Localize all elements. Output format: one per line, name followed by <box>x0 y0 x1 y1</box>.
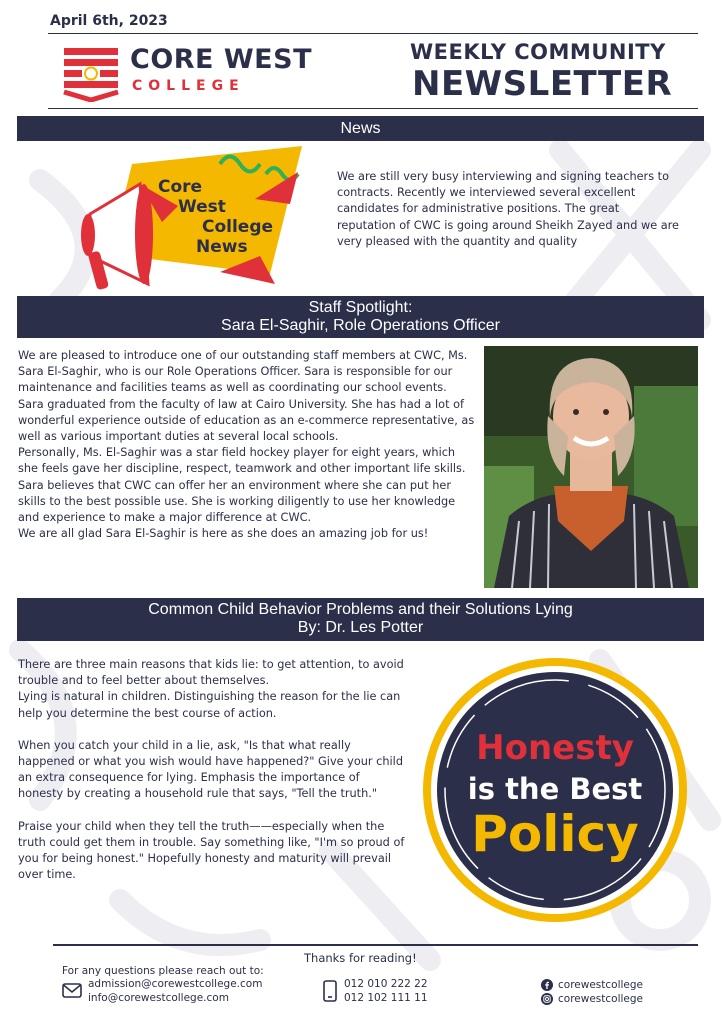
top-rule <box>48 33 698 34</box>
masthead-title: NEWSLETTER <box>412 64 673 104</box>
spotlight-title-line2: Sara El-Saghir, Role Operations Officer <box>221 317 500 334</box>
spotlight-paragraph: We are all glad Sara El-Saghir is here as she does an amazing job for us! <box>18 527 429 541</box>
header-rule <box>48 108 698 109</box>
spotlight-paragraph: Personally, Ms. El-Saghir was a star field hockey player for eight years, which she feels gave her discipline, respect, teamwork and other important life skills. <box>18 446 466 476</box>
email-icon <box>62 983 82 998</box>
staff-photo <box>484 346 698 588</box>
news-title: News <box>340 120 381 137</box>
logo-subword: COLLEGE <box>132 78 245 94</box>
phone-number-2[interactable]: 012 102 111 11 <box>344 992 428 1004</box>
spotlight-paragraph: Sara believes that CWC can offer her an environment where she can put her skills to the best possible use. She is working diligently to use her knowledge and experience to make a major difference at CWC. <box>18 478 456 525</box>
contact-intro: For any questions please reach out to: <box>62 965 264 977</box>
graphic-word-college: College <box>202 217 274 237</box>
instagram-handle[interactable]: corewestcollege <box>558 993 643 1005</box>
email-admission[interactable]: admission@corewestcollege.com <box>88 978 263 990</box>
phone-number-1[interactable]: 012 010 222 22 <box>344 978 428 990</box>
graphic-word-west: West <box>178 197 226 217</box>
college-logo <box>62 42 322 104</box>
graphic-word-news: News <box>196 237 248 257</box>
facebook-icon <box>541 979 553 991</box>
news-megaphone-graphic <box>70 144 310 292</box>
badge-word-honesty: Honesty <box>476 728 634 768</box>
article-author: By: Dr. Les Potter <box>297 619 424 636</box>
graphic-word-core: Core <box>158 177 203 197</box>
facebook-handle[interactable]: corewestcollege <box>558 979 643 991</box>
logo-emblem-icon <box>62 44 120 102</box>
logo-wordmark: CORE WEST <box>130 44 312 75</box>
spotlight-paragraph: We are pleased to introduce one of our outstanding staff members at CWC, Ms. Sara El-Saghir, who is our Role Operations Officer. Sara is responsible for our maintenance and facilities teams as well as coordinating our school events. <box>18 349 468 395</box>
article-body <box>18 657 408 883</box>
article-paragraph: Lying is natural in children. Distinguishing the reason for the lie can help you determine the best course of action. <box>18 690 401 720</box>
spotlight-section-header <box>17 296 704 338</box>
article-section-header <box>17 598 704 641</box>
masthead-subtitle: WEEKLY COMMUNITY <box>410 40 666 64</box>
article-paragraph: When you catch your child in a lie, ask, "Is that what really happened or what you wish would have happened?" Give your child an extra consequence for lying. Emphasis the importance of honesty by creating a household rule that says, "Tell the truth." <box>18 738 403 801</box>
badge-word-policy: Policy <box>471 805 639 863</box>
email-info[interactable]: info@corewestcollege.com <box>88 992 229 1004</box>
issue-date: April 6th, 2023 <box>50 13 168 29</box>
instagram-icon <box>541 993 553 1005</box>
spotlight-title-line1: Staff Spotlight: <box>308 299 413 316</box>
article-paragraph: There are three main reasons that kids lie: to get attention, to avoid trouble and to feel better about themselves. <box>18 658 404 688</box>
phone-icon <box>323 980 337 1002</box>
news-section-header <box>17 116 704 141</box>
footer-rule <box>53 944 698 946</box>
article-title: Common Child Behavior Problems and their Solutions Lying <box>148 601 573 618</box>
spotlight-body <box>18 348 478 542</box>
spotlight-paragraph: Sara graduated from the faculty of law at Cairo University. She has had a lot of wonderful experience outside of education as an e-commerce representative, as well as various important duties at several local schools. <box>18 397 475 444</box>
honesty-badge <box>420 655 690 925</box>
thanks-text: Thanks for reading! <box>304 951 417 965</box>
article-paragraph: Praise your child when they tell the truth——especially when the truth could get them in trouble. Say something like, "I'm so proud of you for being honest." Hopefully honesty and maturity will prevail over time. <box>18 819 405 882</box>
news-body: We are still very busy interviewing and signing teachers to contracts. Recently we interviewed several excellent candidates for administrative positions. The great reputation of CWC is going around Sheikh Zayed and we are very pleased with the quantity and quality <box>337 170 680 248</box>
badge-words-is-the-best: is the Best <box>467 772 643 806</box>
